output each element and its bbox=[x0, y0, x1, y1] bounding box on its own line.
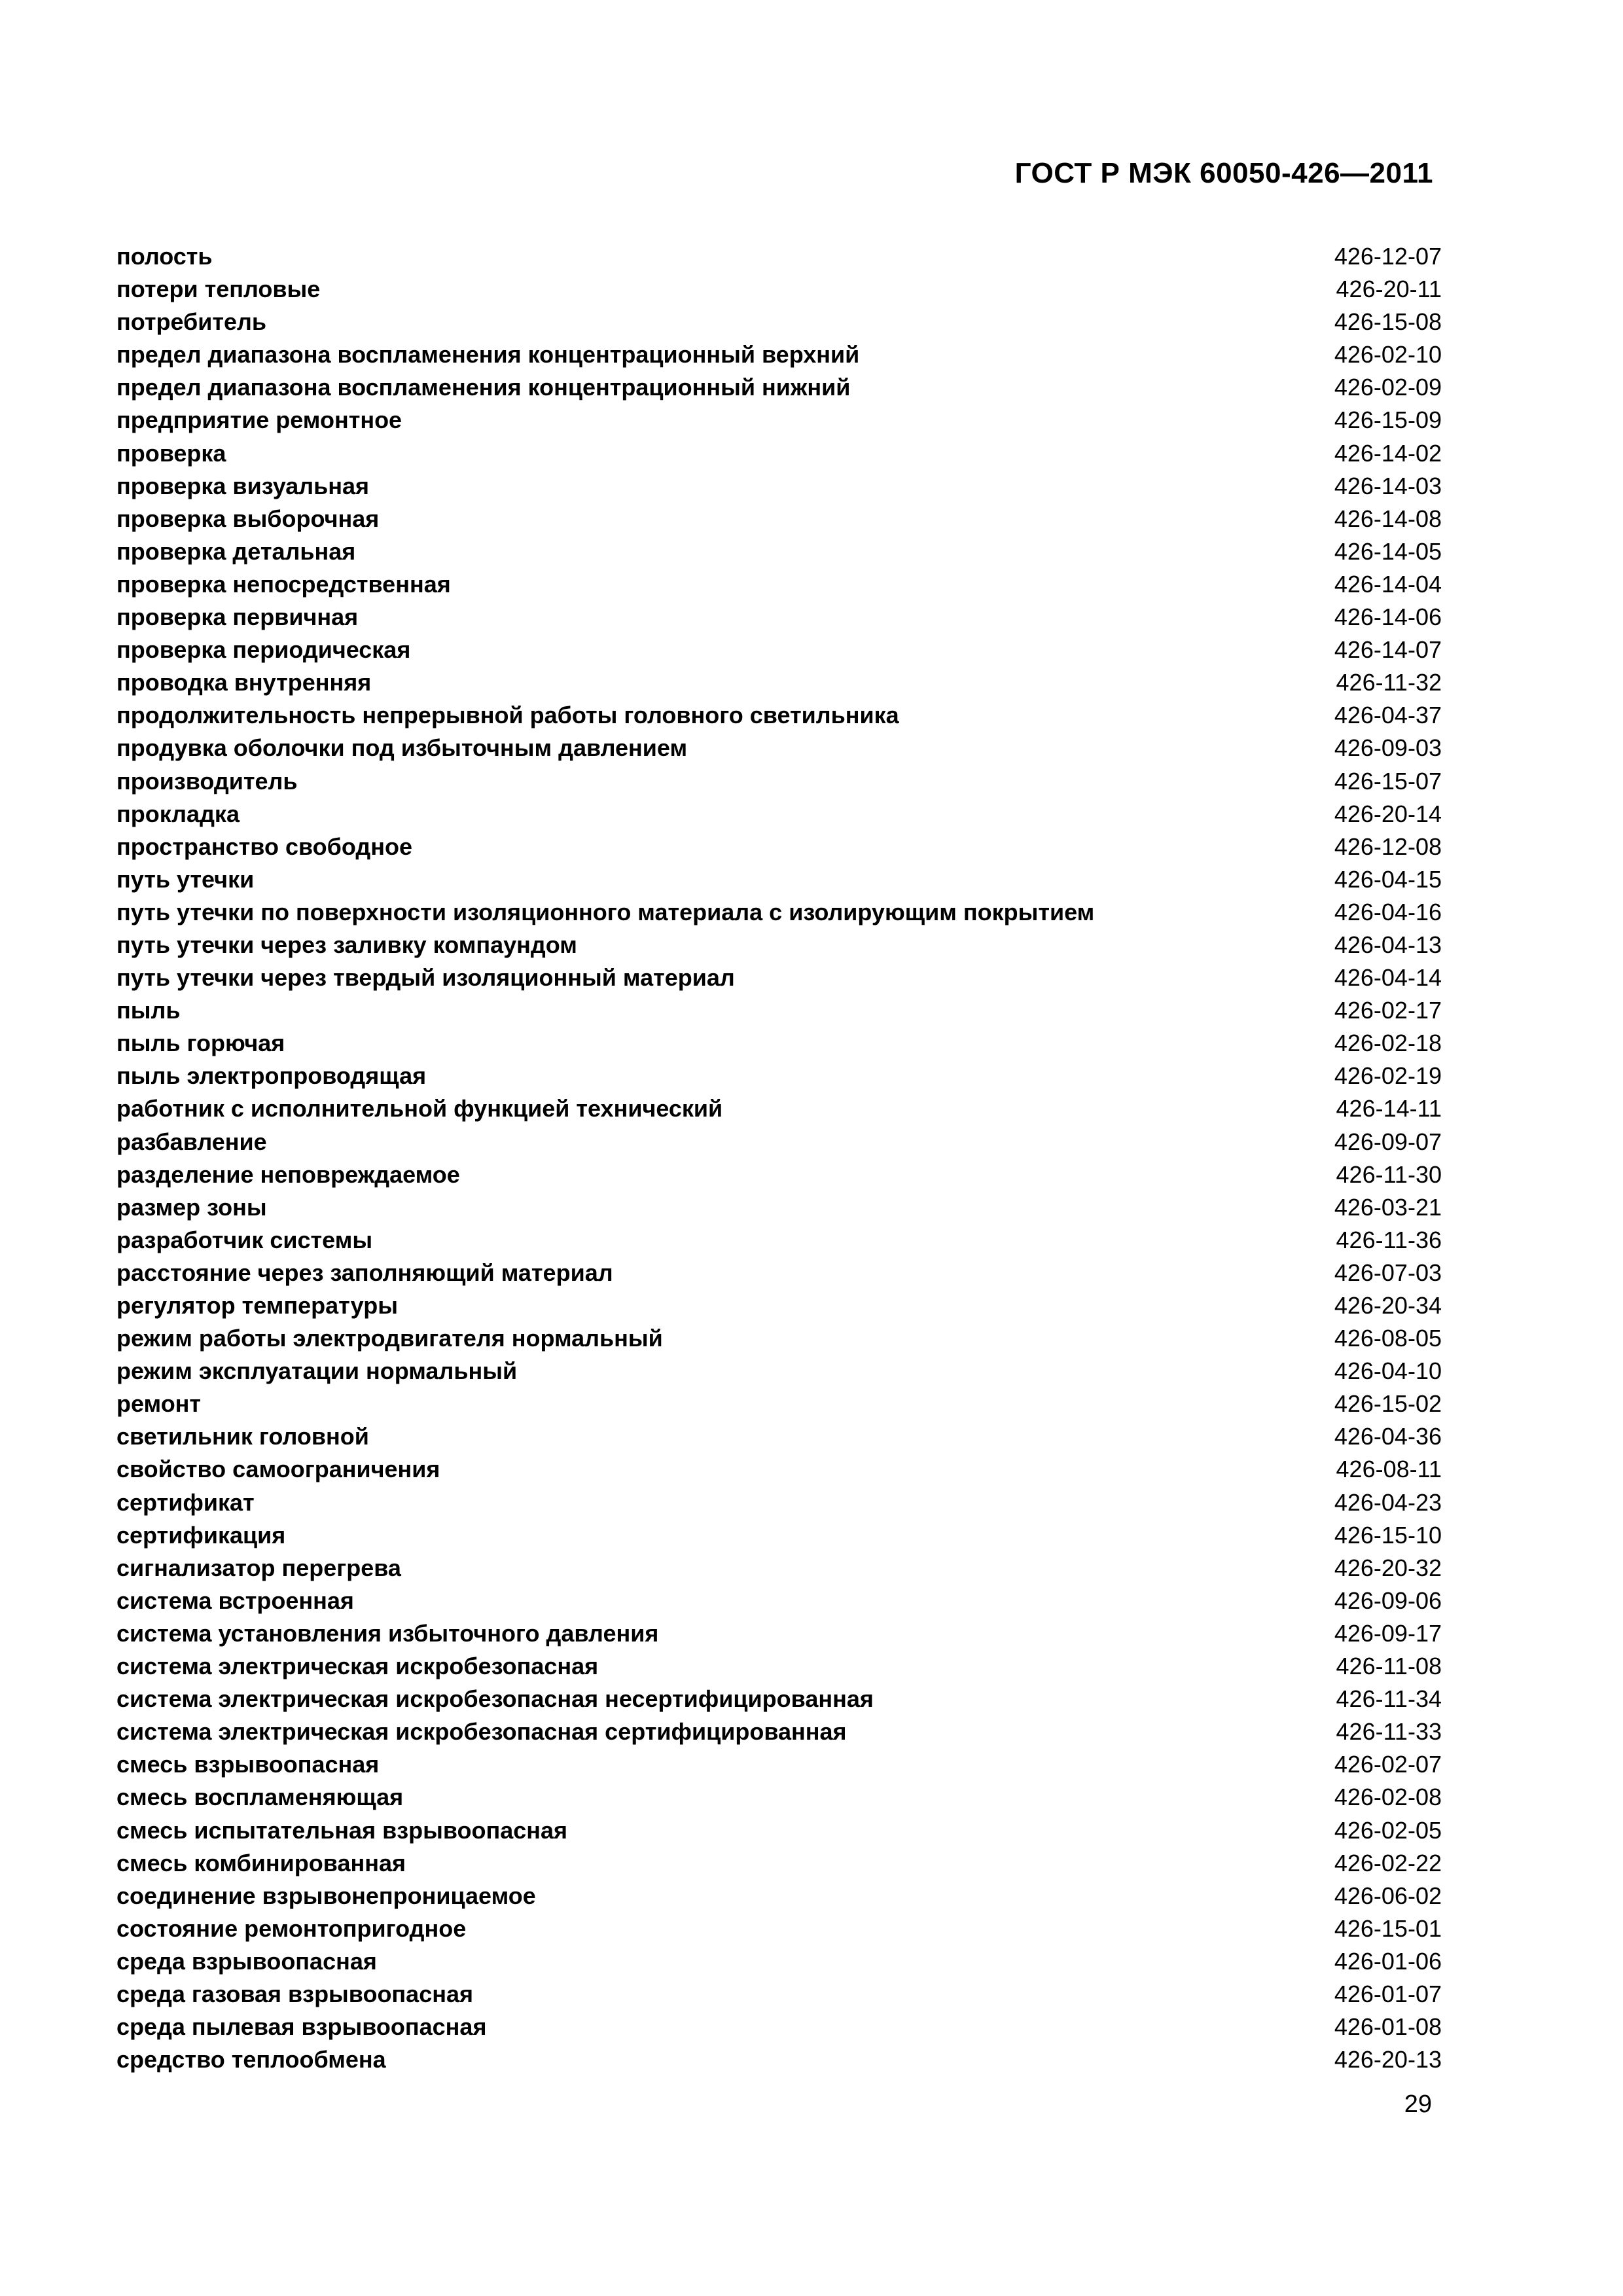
index-row bbox=[116, 831, 1442, 863]
index-row bbox=[116, 1289, 1442, 1322]
term-text: сертификат bbox=[116, 1488, 255, 1516]
term-code: 426-20-11 bbox=[1336, 276, 1442, 303]
term-code: 426-02-05 bbox=[1334, 1816, 1442, 1844]
term-text: размер зоны bbox=[116, 1193, 267, 1221]
term-text: среда пылевая взрывоопасная bbox=[116, 2013, 487, 2041]
term-code: 426-11-34 bbox=[1336, 1685, 1442, 1713]
term-code: 426-01-08 bbox=[1334, 2013, 1442, 2041]
index-row bbox=[116, 1945, 1442, 1978]
term-text: пыль горючая bbox=[116, 1030, 285, 1057]
term-text: средство теплообмена bbox=[116, 2046, 386, 2073]
term-text: проверка непосредственная bbox=[116, 570, 451, 598]
term-code: 426-20-14 bbox=[1334, 800, 1442, 827]
index-row bbox=[116, 1060, 1442, 1092]
term-text: проверка выборочная bbox=[116, 505, 380, 532]
term-text: среда газовая взрывоопасная bbox=[116, 1980, 473, 2007]
index-row bbox=[116, 1355, 1442, 1388]
term-text: смесь воспламеняющая bbox=[116, 1784, 404, 1811]
term-index-list bbox=[116, 240, 1442, 2076]
term-code: 426-01-06 bbox=[1334, 1947, 1442, 1975]
term-text: проверка визуальная bbox=[116, 472, 370, 499]
term-code: 426-20-34 bbox=[1334, 1292, 1442, 1319]
term-code: 426-08-05 bbox=[1334, 1325, 1442, 1352]
index-row bbox=[116, 1126, 1442, 1158]
term-text: смесь взрывоопасная bbox=[116, 1751, 380, 1778]
term-code: 426-15-08 bbox=[1334, 308, 1442, 336]
term-text: путь утечки через заливку компаундом bbox=[116, 931, 577, 958]
term-text: система встроенная bbox=[116, 1587, 354, 1614]
term-code: 426-14-04 bbox=[1334, 570, 1442, 598]
index-row bbox=[116, 1420, 1442, 1453]
term-text: пыль электропроводящая bbox=[116, 1062, 427, 1090]
index-row bbox=[116, 601, 1442, 634]
index-row bbox=[116, 699, 1442, 732]
index-row bbox=[116, 1617, 1442, 1650]
term-code: 426-14-05 bbox=[1334, 537, 1442, 565]
term-code: 426-15-01 bbox=[1334, 1914, 1442, 1942]
term-text: ремонт bbox=[116, 1390, 202, 1418]
term-code: 426-14-02 bbox=[1334, 439, 1442, 467]
term-code: 426-02-08 bbox=[1334, 1784, 1442, 1811]
term-text: продолжительность непрерывной работы головного светильника bbox=[116, 702, 899, 729]
term-text: разбавление bbox=[116, 1128, 267, 1155]
term-code: 426-15-02 bbox=[1334, 1390, 1442, 1418]
term-code: 426-04-13 bbox=[1334, 931, 1442, 958]
index-row bbox=[116, 1191, 1442, 1224]
term-code: 426-15-09 bbox=[1334, 406, 1442, 434]
index-row bbox=[116, 1257, 1442, 1289]
term-text: проверка детальная bbox=[116, 537, 356, 565]
index-row bbox=[116, 929, 1442, 961]
index-row bbox=[116, 1224, 1442, 1257]
term-text: разработчик системы bbox=[116, 1226, 373, 1253]
term-code: 426-02-18 bbox=[1334, 1030, 1442, 1057]
term-text: состояние ремонтопригодное bbox=[116, 1914, 467, 1942]
index-row bbox=[116, 1650, 1442, 1683]
index-row bbox=[116, 240, 1442, 273]
index-row bbox=[116, 1978, 1442, 2011]
term-text: предел диапазона воспламенения концентрационный нижний bbox=[116, 374, 851, 401]
term-text: регулятор температуры bbox=[116, 1292, 398, 1319]
term-code: 426-20-32 bbox=[1334, 1554, 1442, 1581]
term-code: 426-04-15 bbox=[1334, 865, 1442, 893]
term-text: потери тепловые bbox=[116, 276, 321, 303]
term-text: расстояние через заполняющий материал bbox=[116, 1259, 613, 1286]
index-row bbox=[116, 1715, 1442, 1748]
index-row bbox=[116, 2043, 1442, 2076]
term-code: 426-02-07 bbox=[1334, 1751, 1442, 1778]
index-row bbox=[116, 896, 1442, 929]
term-code: 426-11-36 bbox=[1336, 1226, 1442, 1253]
term-text: проверка bbox=[116, 439, 226, 467]
term-text: сигнализатор перегрева bbox=[116, 1554, 401, 1581]
term-text: система электрическая искробезопасная сертифицированная bbox=[116, 1718, 847, 1746]
term-text: предприятие ремонтное bbox=[116, 406, 402, 434]
term-text: пространство свободное bbox=[116, 833, 412, 860]
term-code: 426-04-37 bbox=[1334, 702, 1442, 729]
page-number: 29 bbox=[1404, 2090, 1432, 2118]
index-row bbox=[116, 1519, 1442, 1552]
term-text: путь утечки по поверхности изоляционного материала с изолирующим покрытием bbox=[116, 898, 1095, 925]
index-row bbox=[116, 404, 1442, 437]
term-text: система электрическая искробезопасная bbox=[116, 1653, 599, 1680]
term-text: смесь комбинированная bbox=[116, 1849, 406, 1876]
term-text: проверка первичная bbox=[116, 603, 359, 631]
term-code: 426-03-21 bbox=[1334, 1193, 1442, 1221]
index-row bbox=[116, 535, 1442, 568]
term-text: проверка периодическая bbox=[116, 636, 411, 664]
term-code: 426-02-17 bbox=[1334, 997, 1442, 1024]
term-text: сертификация bbox=[116, 1521, 286, 1549]
term-code: 426-01-07 bbox=[1334, 1980, 1442, 2007]
term-text: среда взрывоопасная bbox=[116, 1947, 377, 1975]
term-text: путь утечки через твердый изоляционный материал bbox=[116, 964, 735, 992]
index-row bbox=[116, 994, 1442, 1027]
term-code: 426-14-08 bbox=[1334, 505, 1442, 532]
index-row bbox=[116, 371, 1442, 404]
term-text: соединение взрывонепроницаемое bbox=[116, 1882, 536, 1909]
term-code: 426-02-09 bbox=[1334, 374, 1442, 401]
index-row bbox=[116, 1585, 1442, 1617]
term-code: 426-12-07 bbox=[1334, 243, 1442, 270]
term-code: 426-09-17 bbox=[1334, 1619, 1442, 1647]
term-text: продувка оболочки под избыточным давлением bbox=[116, 734, 688, 762]
term-text: производитель bbox=[116, 767, 298, 795]
index-row bbox=[116, 1683, 1442, 1715]
index-row bbox=[116, 2011, 1442, 2043]
index-row bbox=[116, 1781, 1442, 1814]
term-text: свойство самоограничения bbox=[116, 1456, 440, 1483]
term-code: 426-14-06 bbox=[1334, 603, 1442, 631]
index-row bbox=[116, 961, 1442, 994]
term-code: 426-02-19 bbox=[1334, 1062, 1442, 1090]
index-row bbox=[116, 503, 1442, 535]
term-text: полость bbox=[116, 243, 213, 270]
index-row bbox=[116, 1748, 1442, 1781]
term-text: разделение неповреждаемое bbox=[116, 1160, 460, 1188]
term-code: 426-11-08 bbox=[1336, 1653, 1442, 1680]
term-text: смесь испытательная взрывоопасная bbox=[116, 1816, 568, 1844]
term-code: 426-14-11 bbox=[1336, 1095, 1442, 1122]
index-row bbox=[116, 634, 1442, 666]
term-code: 426-14-07 bbox=[1334, 636, 1442, 664]
index-row bbox=[116, 1552, 1442, 1585]
term-code: 426-04-23 bbox=[1334, 1488, 1442, 1516]
term-code: 426-06-02 bbox=[1334, 1882, 1442, 1909]
term-code: 426-11-32 bbox=[1336, 669, 1442, 696]
index-row bbox=[116, 732, 1442, 764]
index-row bbox=[116, 798, 1442, 831]
term-code: 426-04-36 bbox=[1334, 1423, 1442, 1450]
term-code: 426-02-10 bbox=[1334, 341, 1442, 368]
index-row bbox=[116, 338, 1442, 371]
index-row bbox=[116, 306, 1442, 338]
term-text: система установления избыточного давления bbox=[116, 1619, 659, 1647]
index-row bbox=[116, 568, 1442, 601]
term-code: 426-07-03 bbox=[1334, 1259, 1442, 1286]
index-row bbox=[116, 1912, 1442, 1945]
term-code: 426-02-22 bbox=[1334, 1849, 1442, 1876]
term-code: 426-09-06 bbox=[1334, 1587, 1442, 1614]
index-row bbox=[116, 470, 1442, 503]
term-text: потребитель bbox=[116, 308, 267, 336]
index-row bbox=[116, 1880, 1442, 1912]
index-row bbox=[116, 863, 1442, 896]
term-code: 426-04-14 bbox=[1334, 964, 1442, 992]
index-row bbox=[116, 1814, 1442, 1847]
term-text: система электрическая искробезопасная несертифицированная bbox=[116, 1685, 874, 1713]
term-text: путь утечки bbox=[116, 865, 255, 893]
term-text: пыль bbox=[116, 997, 181, 1024]
term-code: 426-04-16 bbox=[1334, 898, 1442, 925]
index-row bbox=[116, 437, 1442, 470]
term-text: прокладка bbox=[116, 800, 240, 827]
term-code: 426-11-33 bbox=[1336, 1718, 1442, 1746]
term-code: 426-12-08 bbox=[1334, 833, 1442, 860]
term-code: 426-11-30 bbox=[1336, 1160, 1442, 1188]
term-text: работник с исполнительной функцией технический bbox=[116, 1095, 723, 1122]
term-text: режим работы электродвигателя нормальный bbox=[116, 1325, 663, 1352]
term-code: 426-09-03 bbox=[1334, 734, 1442, 762]
document-standard-title: ГОСТ Р МЭК 60050-426—2011 bbox=[1014, 157, 1433, 189]
term-code: 426-14-03 bbox=[1334, 472, 1442, 499]
index-row bbox=[116, 273, 1442, 306]
index-row bbox=[116, 666, 1442, 699]
term-code: 426-08-11 bbox=[1336, 1456, 1442, 1483]
index-row bbox=[116, 1486, 1442, 1519]
term-text: предел диапазона воспламенения концентрационный верхний bbox=[116, 341, 860, 368]
index-row bbox=[116, 1092, 1442, 1125]
index-row bbox=[116, 1453, 1442, 1486]
index-row bbox=[116, 1322, 1442, 1355]
term-text: проводка внутренняя bbox=[116, 669, 372, 696]
index-row bbox=[116, 1388, 1442, 1420]
index-row bbox=[116, 1027, 1442, 1060]
term-code: 426-15-07 bbox=[1334, 767, 1442, 795]
term-text: светильник головной bbox=[116, 1423, 369, 1450]
index-row bbox=[116, 1158, 1442, 1191]
term-text: режим эксплуатации нормальный bbox=[116, 1357, 518, 1385]
index-row bbox=[116, 1847, 1442, 1880]
term-code: 426-04-10 bbox=[1334, 1357, 1442, 1385]
term-code: 426-09-07 bbox=[1334, 1128, 1442, 1155]
index-row bbox=[116, 765, 1442, 798]
term-code: 426-20-13 bbox=[1334, 2046, 1442, 2073]
term-code: 426-15-10 bbox=[1334, 1521, 1442, 1549]
